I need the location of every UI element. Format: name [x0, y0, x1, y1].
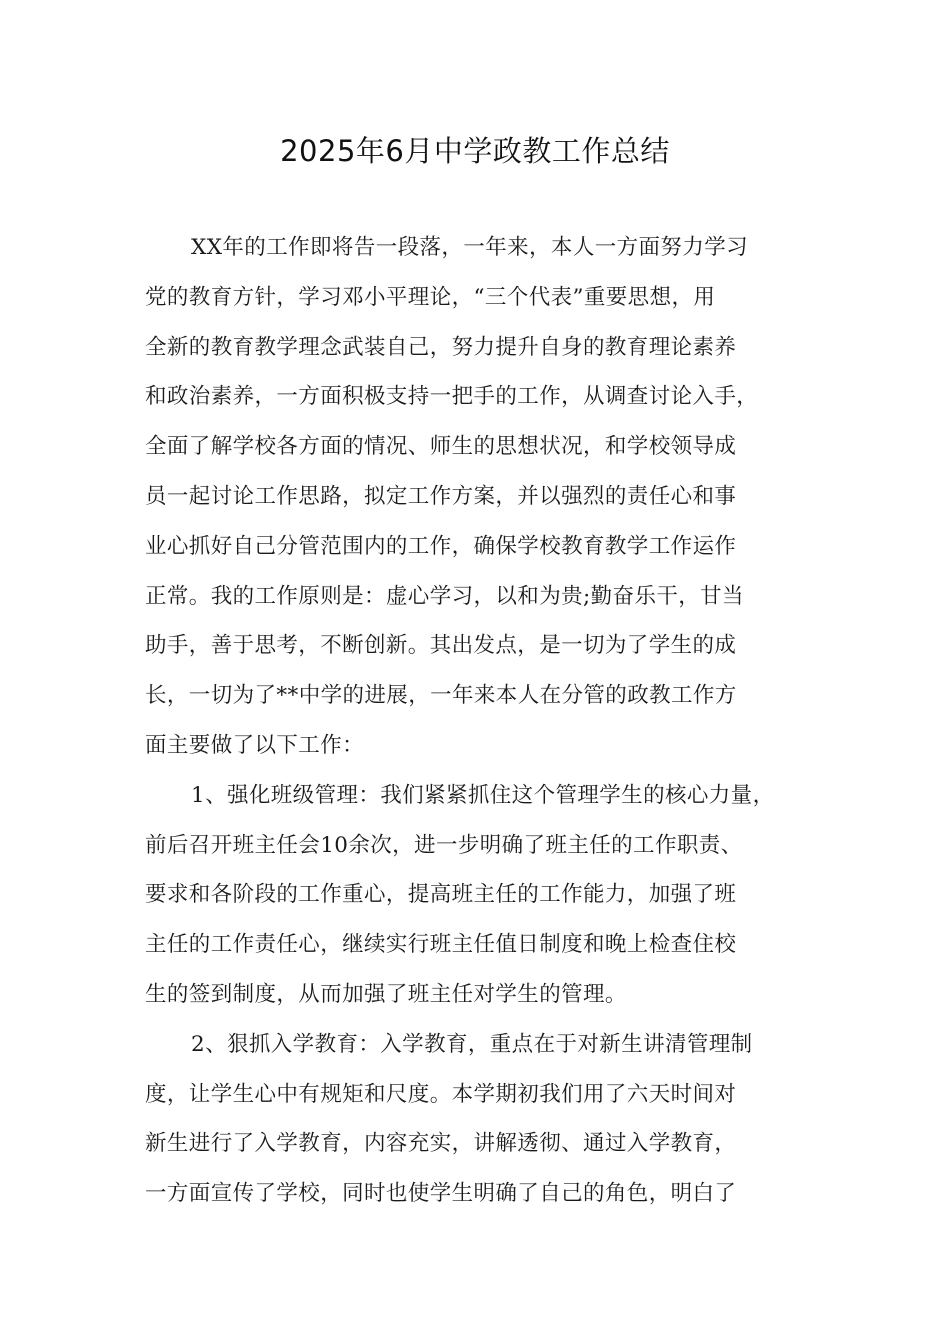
paragraph-line: 员一起讨论工作思路，拟定工作方案，并以强烈的责任心和事 — [145, 483, 737, 509]
paragraph-line: 长，一切为了**中学的进展，一年来本人在分管的政教工作方 — [145, 683, 737, 709]
paragraph-line: 主任的工作责任心，继续实行班主任值日制度和晚上检查住校 — [145, 932, 737, 958]
paragraph-line: 前后召开班主任会10余次，进一步明确了班主任的工作职责、 — [145, 832, 743, 858]
paragraph-line: XX年的工作即将告一段落，一年来，本人一方面努力学习 — [191, 235, 749, 260]
paragraph-line: 和政治素养，一方面积极支持一把手的工作，从调查讨论入手， — [145, 384, 759, 410]
paragraph-line: 党的教育方针，学习邓小平理论，“三个代表”重要思想，用 — [145, 284, 716, 310]
document-title: 2025年6月中学政教工作总结 — [280, 134, 670, 168]
paragraph-line: 度，让学生心中有规矩和尺度。本学期初我们用了六天时间对 — [145, 1081, 737, 1107]
paragraph-line: 一方面宣传了学校，同时也使学生明确了自己的角色，明白了 — [145, 1181, 737, 1207]
paragraph-line: 业心抓好自己分管范围内的工作，确保学校教育教学工作运作 — [145, 533, 737, 559]
paragraph-line: 正常。我的工作原则是：虚心学习，以和为贵;勤奋乐干，甘当 — [145, 583, 744, 609]
paragraph-line: 生的签到制度，从而加强了班主任对学生的管理。 — [145, 981, 627, 1007]
paragraph-line: 2、狠抓入学教育：入学教育，重点在于对新生讲清管理制 — [191, 1031, 753, 1057]
document-body — [145, 223, 815, 1219]
paragraph-line: 要求和各阶段的工作重心，提高班主任的工作能力，加强了班 — [145, 882, 737, 908]
paragraph-line: 助手，善于思考，不断创新。其出发点，是一切为了学生的成 — [145, 633, 737, 659]
paragraph-line: 面主要做了以下工作： — [145, 732, 365, 758]
paragraph-line: 全新的教育教学理念武装自己，努力提升自身的教育理论素养 — [145, 334, 737, 360]
paragraph-line: 全面了解学校各方面的情况、师生的思想状况，和学校领导成 — [145, 434, 737, 460]
paragraph-line: 1、强化班级管理：我们紧紧抓住这个管理学生的核心力量， — [191, 782, 775, 808]
paragraph-line: 新生进行了入学教育，内容充实，讲解透彻、通过入学教育， — [145, 1131, 737, 1157]
